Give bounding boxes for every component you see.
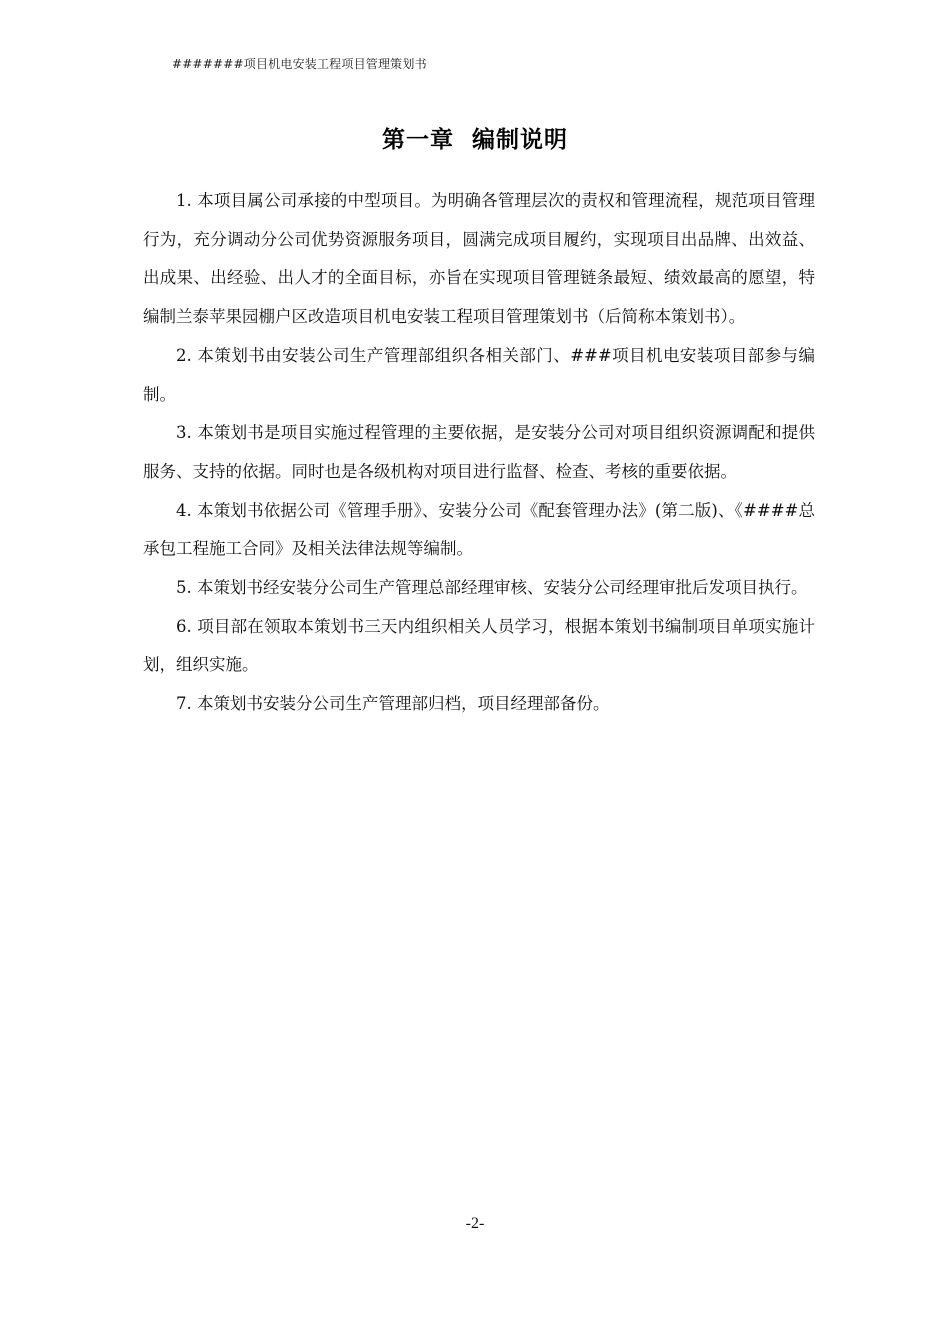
- running-header: #######项目机电安装工程项目管理策划书: [172, 57, 427, 71]
- paragraph-6: 6. 项目部在领取本策划书三天内组织相关人员学习，根据本策划书编制项目单项实施计划，组织实施。: [143, 616, 815, 675]
- body-text: [143, 182, 815, 724]
- paragraph-7: 7. 本策划书安装分公司生产管理部归档，项目经理部备份。: [176, 694, 610, 714]
- paragraph-1: 1. 本项目属公司承接的中型项目。为明确各管理层次的责权和管理流程，规范项目管理行为，充分调动分公司优势资源服务项目，圆满完成项目履约，实现项目出品牌、出效益、出成果、出经验、出人才的全面目标，亦旨在实现项目管理链条最短、绩效最高的愿望，特编制兰泰苹果园棚户区改造项目机电安装工程项目管理策划书（后简称本策划书）。: [143, 191, 815, 327]
- paragraph-2: 2. 本策划书由安装公司生产管理部组织各相关部门、###项目机电安装项目部参与编制。: [143, 345, 815, 404]
- page-number: -2-: [465, 1215, 485, 1232]
- paragraph-4: 4. 本策划书依据公司《管理手册》、安装分公司《配套管理办法》(第二版)、《####总承包工程施工合同》及相关法律法规等编制。: [143, 500, 815, 559]
- paragraph-3: 3. 本策划书是项目实施过程管理的主要依据，是安装分公司对项目组织资源调配和提供服务、支持的依据。同时也是各级机构对项目进行监督、检查、考核的重要依据。: [143, 423, 815, 481]
- paragraph-5: 5. 本策划书经安装分公司生产管理总部经理审核、安装分公司经理审批后发项目执行。: [176, 578, 808, 598]
- chapter-title: 第一章 编制说明: [381, 126, 568, 154]
